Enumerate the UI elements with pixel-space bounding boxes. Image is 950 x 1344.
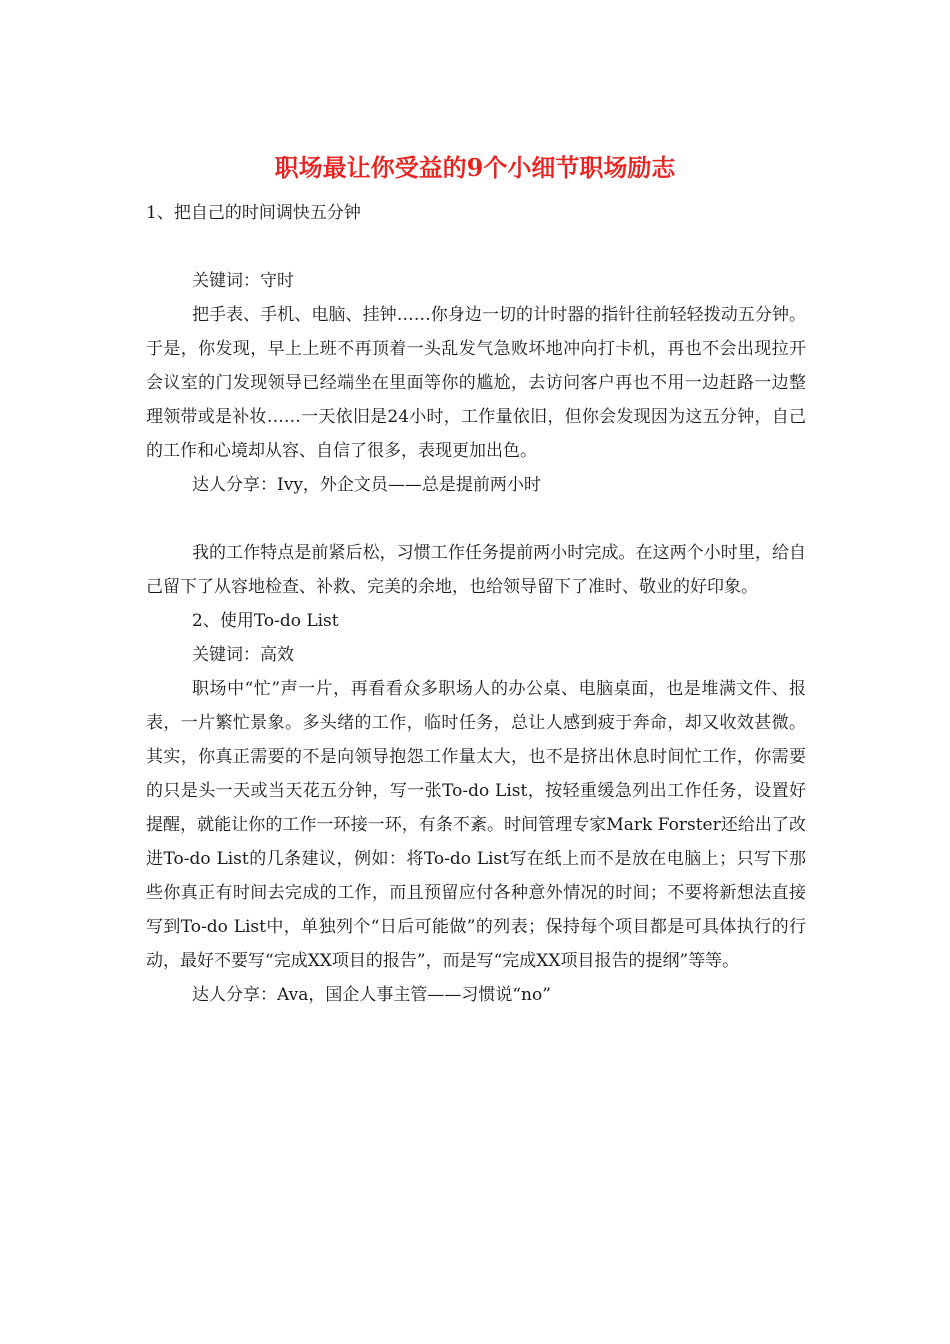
paragraph-spacer	[146, 230, 806, 264]
section-1-keyword: 关键词：守时	[192, 271, 294, 291]
section-1-heading: 1、把自己的时间调快五分钟	[146, 203, 361, 223]
document-title: 职场最让你受益的9个小细节职场励志	[274, 153, 676, 182]
section-1-share-paragraph: 我的工作特点是前紧后松，习惯工作任务提前两小时完成。在这两个小时里，给自己留下了从容地检查、补救、完美的余地，也给领导留下了准时、敬业的好印象。	[146, 543, 806, 597]
document-body	[146, 196, 806, 1012]
section-2-keyword: 关键词：高效	[192, 645, 294, 665]
section-2-share: 达人分享：Ava，国企人事主管——习惯说“no”	[192, 985, 551, 1005]
section-1-paragraph: 把手表、手机、电脑、挂钟……你身边一切的计时器的指针往前轻轻拨动五分钟。于是，你发现，早上上班不再顶着一头乱发气急败坏地冲向打卡机，再也不会出现拉开会议室的门发现领导已经端坐在里面等你的尴尬，去访问客户再也不用一边赶路一边整理领带或是补妆……一天依旧是24小时，工作量依旧，但你会发现因为这五分钟，自己的工作和心境却从容、自信了很多，表现更加出色。	[146, 305, 806, 461]
section-1-share: 达人分享：Ivy，外企文员——总是提前两小时	[192, 475, 541, 495]
paragraph-spacer	[146, 502, 806, 536]
section-2-heading: 2、使用To-do List	[192, 611, 339, 631]
section-2-paragraph: 职场中“忙”声一片，再看看众多职场人的办公桌、电脑桌面，也是堆满文件、报表，一片繁忙景象。多头绪的工作，临时任务，总让人感到疲于奔命，却又收效甚微。其实，你真正需要的不是向领导抱怨工作量太大，也不是挤出休息时间忙工作，你需要的只是头一天或当天花五分钟，写一张To-do List，按轻重缓急列出工作任务，设置好提醒，就能让你的工作一环接一环，有条不紊。时间管理专家Mark Forster还给出了改进To-do List的几条建议，例如：将To-do List写在纸上而不是放在电脑上；只写下那些你真正有时间去完成的工作，而且预留应付各种意外情况的时间；不要将新想法直接写到To-do List中，单独列个“日后可能做”的列表；保持每个项目都是可具体执行的行动，最好不要写“完成XX项目的报告”，而是写“完成XX项目报告的提纲”等等。	[146, 679, 806, 971]
